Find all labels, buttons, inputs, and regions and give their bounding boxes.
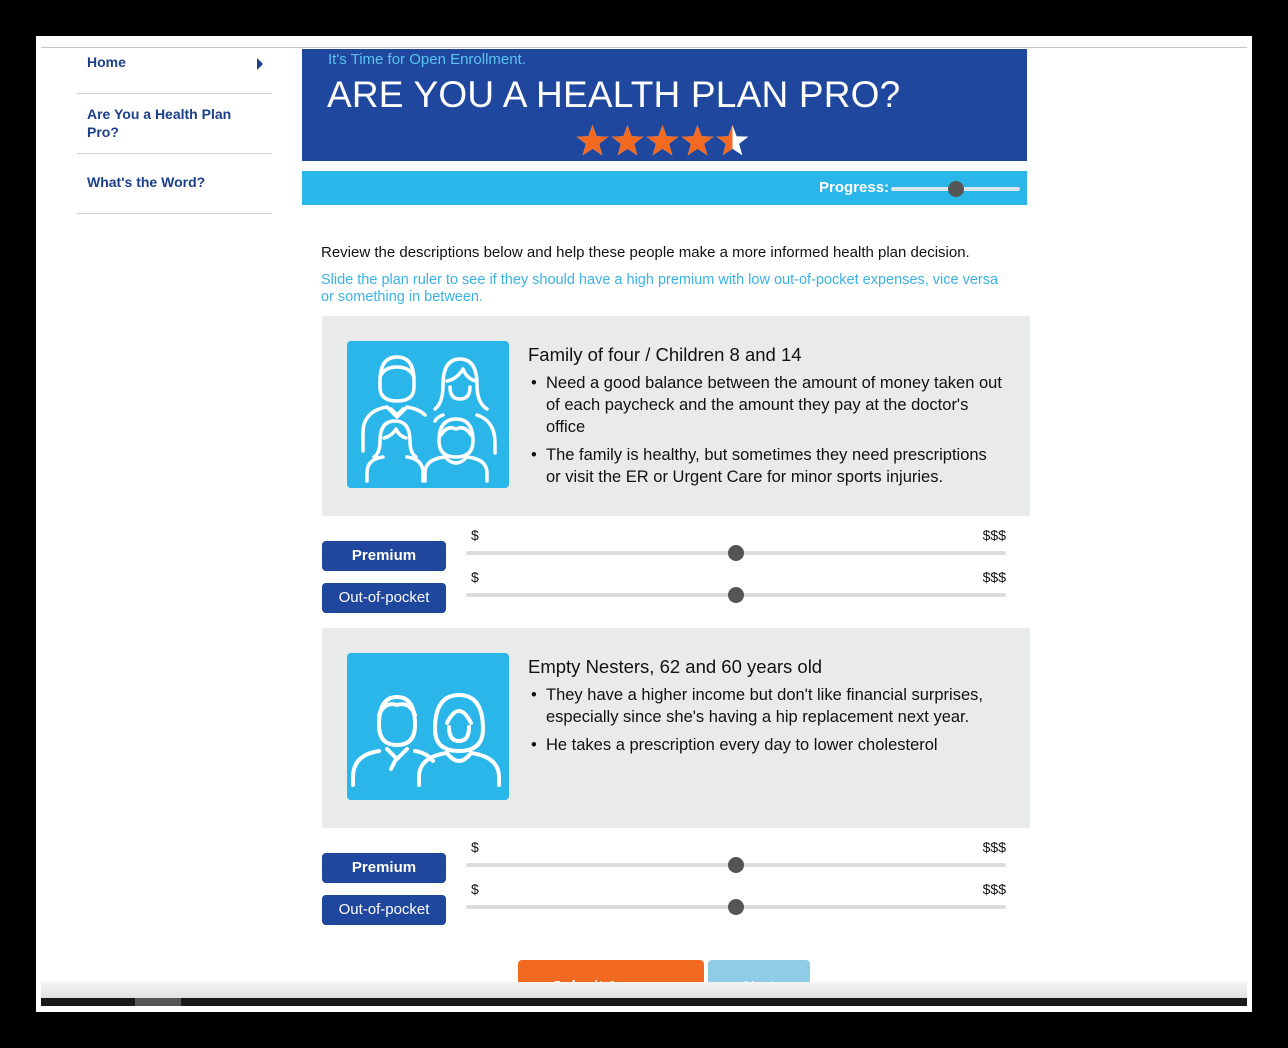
slider-thumb[interactable] bbox=[728, 899, 744, 915]
out-of-pocket-slider-row bbox=[322, 881, 1030, 937]
premium-button[interactable]: Premium bbox=[322, 541, 446, 571]
slider-min-label: $ bbox=[471, 527, 479, 543]
slider-thumb[interactable] bbox=[728, 857, 744, 873]
slider-max-label: $$$ bbox=[982, 569, 1006, 585]
slider-max-label: $$$ bbox=[982, 839, 1006, 855]
scenario-card-family bbox=[322, 316, 1030, 516]
progress-thumb bbox=[948, 181, 964, 197]
viewport-fade bbox=[41, 982, 1247, 998]
slider-min-label: $ bbox=[471, 839, 479, 855]
premium-slider-row bbox=[322, 527, 1030, 583]
out-of-pocket-button[interactable]: Out-of-pocket bbox=[322, 583, 446, 613]
couple-icon bbox=[347, 653, 509, 800]
sidebar-item-whats-the-word[interactable] bbox=[77, 154, 272, 214]
star-full-icon bbox=[610, 124, 645, 158]
banner-subtitle: It's Time for Open Enrollment. bbox=[328, 51, 526, 68]
progress-bar bbox=[302, 171, 1027, 205]
premium-button[interactable]: Premium bbox=[322, 853, 446, 883]
slider-thumb[interactable] bbox=[728, 587, 744, 603]
list-item: • The family is healthy, but sometimes they need prescriptions or visit the ER or Urgent Care for minor sports injuries. bbox=[528, 444, 1003, 488]
progress-track bbox=[891, 187, 1020, 191]
page-title: ARE YOU A HEALTH PLAN PRO? bbox=[327, 74, 901, 115]
sidebar-item-home[interactable] bbox=[77, 50, 272, 94]
premium-slider[interactable] bbox=[466, 863, 1006, 867]
top-divider bbox=[41, 47, 1247, 48]
slider-group-empty-nesters bbox=[322, 839, 1030, 937]
hero-banner bbox=[302, 49, 1027, 161]
sidebar-item-label: Home bbox=[87, 54, 126, 70]
slider-min-label: $ bbox=[471, 881, 479, 897]
hint-text: Slide the plan ruler to see if they should have a high premium with low out-of-pocket expenses, vice versa or something in between. bbox=[321, 272, 999, 305]
list-item: • Need a good balance between the amount of money taken out of each paycheck and the amount they pay at the doctor's office bbox=[528, 372, 1003, 438]
sidebar-item-health-plan-pro[interactable] bbox=[77, 94, 272, 154]
chevron-right-icon bbox=[257, 58, 263, 70]
family-of-four-icon bbox=[347, 341, 509, 488]
sidebar-nav bbox=[77, 50, 272, 214]
scenario-card-empty-nesters bbox=[322, 628, 1030, 828]
list-item: • They have a higher income but don't like financial surprises, especially since she's having a hip replacement next year. bbox=[528, 684, 1003, 728]
bottom-bar bbox=[41, 998, 1247, 1006]
sidebar-item-label: What's the Word? bbox=[87, 174, 206, 190]
out-of-pocket-slider[interactable] bbox=[466, 905, 1006, 909]
slider-thumb[interactable] bbox=[728, 545, 744, 561]
out-of-pocket-slider[interactable] bbox=[466, 593, 1006, 597]
intro-text: Review the descriptions below and help these people make a more informed health plan decision. bbox=[321, 244, 970, 261]
card-title: Empty Nesters, 62 and 60 years old bbox=[528, 656, 823, 677]
slider-max-label: $$$ bbox=[982, 527, 1006, 543]
card-bullets bbox=[528, 372, 1003, 494]
slider-min-label: $ bbox=[471, 569, 479, 585]
browser-window bbox=[36, 36, 1252, 1012]
premium-slider-row bbox=[322, 839, 1030, 895]
slider-group-family bbox=[322, 527, 1030, 625]
star-full-icon bbox=[680, 124, 715, 158]
card-bullets bbox=[528, 684, 1003, 762]
star-full-icon bbox=[575, 124, 610, 158]
premium-slider[interactable] bbox=[466, 551, 1006, 555]
card-title: Family of four / Children 8 and 14 bbox=[528, 344, 802, 365]
sidebar-item-label: Are You a Health Plan Pro? bbox=[87, 106, 232, 140]
star-full-icon bbox=[645, 124, 680, 158]
slider-max-label: $$$ bbox=[982, 881, 1006, 897]
star-half-icon bbox=[715, 124, 750, 158]
out-of-pocket-slider-row bbox=[322, 569, 1030, 625]
star-rating bbox=[575, 124, 750, 158]
out-of-pocket-button[interactable]: Out-of-pocket bbox=[322, 895, 446, 925]
list-item: • He takes a prescription every day to lower cholesterol bbox=[528, 734, 1003, 756]
progress-label: Progress: bbox=[819, 179, 890, 196]
